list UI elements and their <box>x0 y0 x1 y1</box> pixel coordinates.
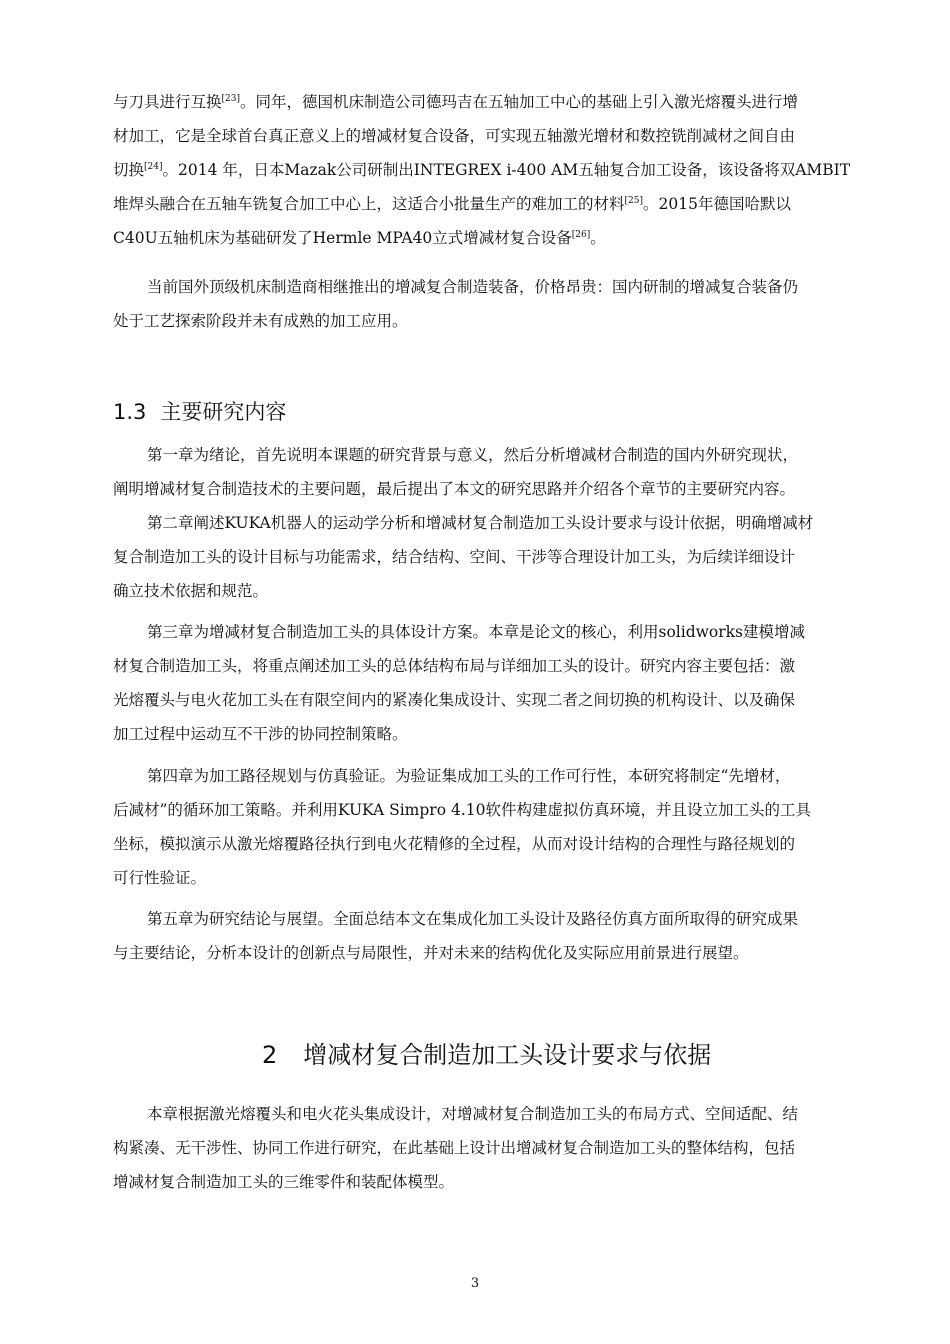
section-number: 1.3 <box>113 400 147 424</box>
chapter-title: 增减材复合制造加工头设计要求与依据 <box>303 1041 712 1069</box>
text-line <box>113 90 798 112</box>
text-span: 第二章阐述KUKA机器人的运动学分析和增减材复合制造加工头设计要求与设计依据，明确增减材 <box>147 514 814 532</box>
text-span: 后减材”的循环加工策略。并利用KUKA Simpro 4.10软件构建虚拟仿真环境，并且设立加工头的工具 <box>113 801 811 819</box>
text-span: 与刀具进行互换 <box>113 93 222 111</box>
text-line <box>113 579 268 601</box>
text-span: C40U五轴机床为基础研发了Hermle MPA40立式增减材复合设备 <box>113 229 572 247</box>
text-line <box>147 907 798 929</box>
text-line <box>147 275 798 297</box>
text-line <box>147 1102 798 1124</box>
text-line <box>113 545 795 567</box>
text-span: 切换 <box>113 161 145 179</box>
text-span: 当前国外顶级机床制造商相继推出的增减复合制造装备，价格昂贵：国内研制的增减复合装备仍 <box>147 278 799 296</box>
text-line <box>113 192 791 214</box>
text-span: 。同年，德国机床制造公司德玛吉在五轴加工中心的基础上引入激光熔覆头进行增 <box>240 93 799 111</box>
text-line <box>113 124 795 146</box>
text-span: 处于工艺探索阶段并未有成熟的加工应用。 <box>113 312 408 330</box>
text-span: 坐标，模拟演示从激光熔覆路径执行到电火花精修的全过程，从而对设计结构的合理性与路径规划的 <box>113 835 796 853</box>
text-line <box>147 511 813 533</box>
text-span: 第五章为研究结论与展望。全面总结本文在集成化加工头设计及路径仿真方面所取得的研究成果 <box>147 910 799 928</box>
text-span: 第三章为增减材复合制造加工头的具体设计方案。本章是论文的核心，利用solidworks建模增减 <box>147 623 805 641</box>
text-span: 光熔覆头与电火花加工头在有限空间内的紧凑化集成设计、实现二者之间切换的机构设计、以及确保 <box>113 691 796 709</box>
text-line <box>147 764 790 786</box>
section-title: 主要研究内容 <box>160 400 287 424</box>
text-line <box>113 688 795 710</box>
text-line <box>147 443 798 465</box>
text-line <box>113 1170 454 1192</box>
text-span: 加工过程中运动互不干涉的协同控制策略。 <box>113 725 408 743</box>
citation-ref: [23] <box>221 94 240 104</box>
text-span: 可行性验证。 <box>113 869 207 887</box>
text-span: 。2015年德国哈默以 <box>643 195 791 213</box>
text-line <box>113 1136 795 1158</box>
text-line <box>113 226 606 248</box>
text-span: 阐明增减材复合制造技术的主要问题，最后提出了本文的研究思路并介绍各个章节的主要研究内容。 <box>113 480 796 498</box>
text-span: 第四章为加工路径规划与仿真验证。为验证集成加工头的工作可行性，本研究将制定“先增材， <box>147 767 791 785</box>
citation-ref: [25] <box>624 196 643 206</box>
text-span: 构紧凑、无干涉性、协同工作进行研究，在此基础上设计出增减材复合制造加工头的整体结构，包括 <box>113 1139 796 1157</box>
text-span: 复合制造加工头的设计目标与功能需求，结合结构、空间、干涉等合理设计加工头，为后续详细设计 <box>113 548 796 566</box>
citation-ref: [26] <box>571 230 591 240</box>
chapter-heading <box>262 1035 711 1070</box>
text-span: 堆焊头融合在五轴车铣复合加工中心上，这适合小批量生产的难加工的材料 <box>113 195 625 213</box>
page-number: 3 <box>470 1276 480 1291</box>
text-span: 增减材复合制造加工头的三维零件和装配体模型。 <box>113 1173 455 1191</box>
text-line <box>113 722 408 744</box>
text-span: 。2014 年，日本Mazak公司研制出INTEGREX i-400 AM五轴复合加工设备，该设备将双AMBIT <box>162 161 851 179</box>
text-span: 第一章为绪论，首先说明本课题的研究背景与意义，然后分析增减材合制造的国内外研究现状， <box>147 446 799 464</box>
text-line <box>113 941 749 963</box>
chapter-number: 2 <box>262 1041 278 1069</box>
text-line <box>113 158 850 180</box>
text-line <box>113 866 206 888</box>
text-line <box>113 832 795 854</box>
text-line <box>113 654 795 676</box>
text-span: 确立技术依据和规范。 <box>113 582 269 600</box>
text-span: 本章根据激光熔覆头和电火花头集成设计，对增减材复合制造加工头的布局方式、空间适配、结 <box>147 1105 799 1123</box>
text-line <box>113 798 811 820</box>
text-span: 与主要结论，分析本设计的创新点与局限性，并对未来的结构优化及实际应用前景进行展望。 <box>113 944 749 962</box>
text-line <box>147 620 805 642</box>
text-span: 。 <box>590 229 606 247</box>
text-span: 材复合制造加工头，将重点阐述加工头的总体结构布局与详细加工头的设计。研究内容主要包括：激 <box>113 657 796 675</box>
text-span: 材加工，它是全球首台真正意义上的增减材复合设备，可实现五轴激光增材和数控铣削减材之间自由 <box>113 127 796 145</box>
text-line <box>113 309 408 331</box>
text-line <box>113 477 795 499</box>
section-heading <box>113 396 286 426</box>
citation-ref: [24] <box>144 162 163 172</box>
